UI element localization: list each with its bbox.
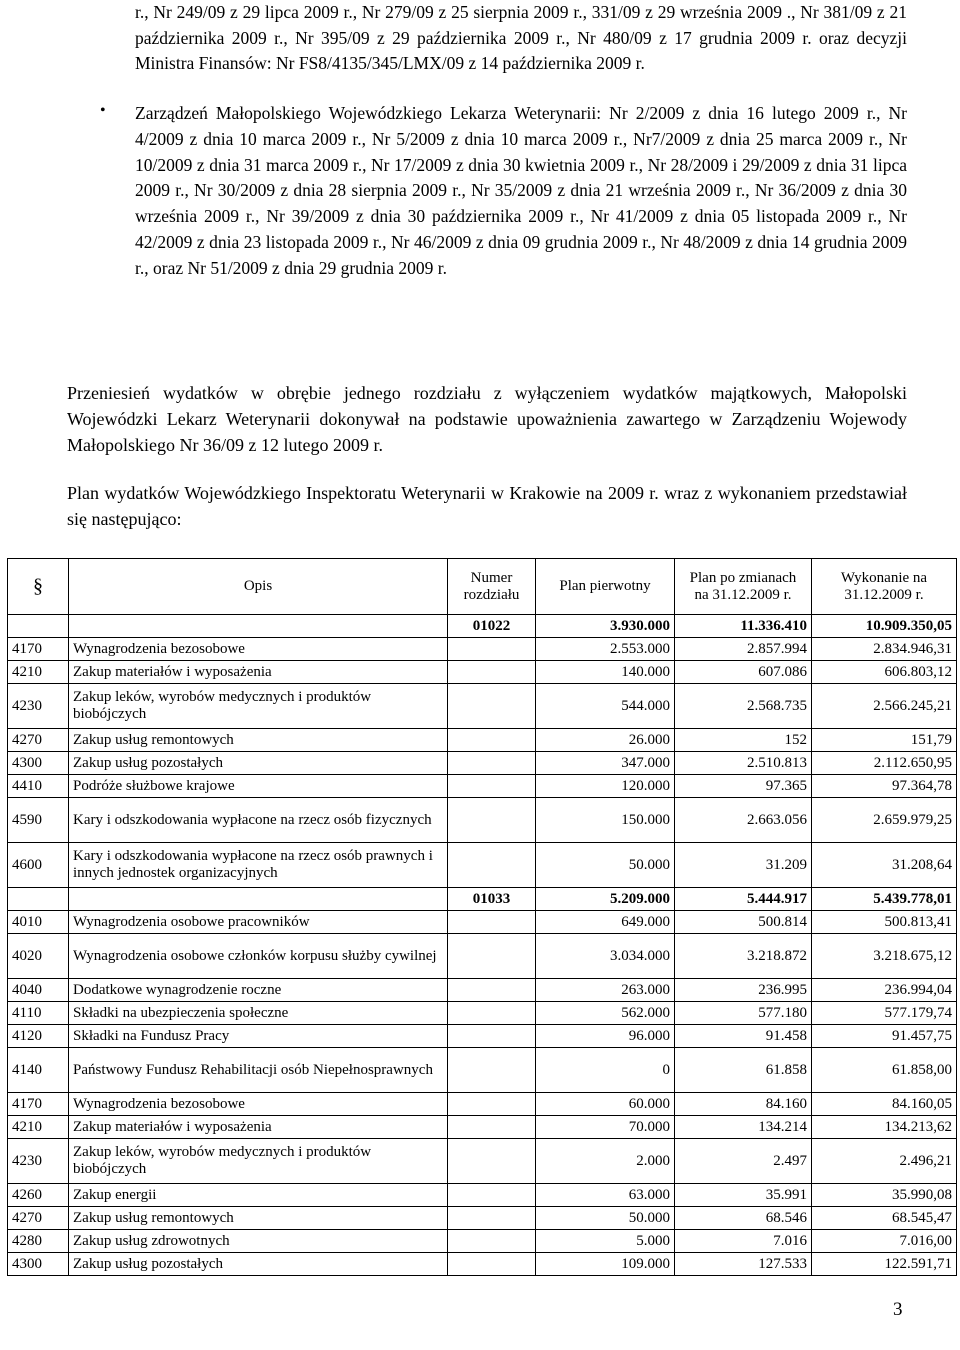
expense-description: Wynagrodzenia bezosobowe: [69, 1093, 448, 1116]
table-row: [8, 1230, 957, 1253]
table-row: [8, 1207, 957, 1230]
empty-cell: [448, 729, 536, 752]
empty-cell: [448, 1139, 536, 1184]
paragraph-code: 4230: [8, 1139, 69, 1184]
table-row: [8, 752, 957, 775]
paragraph-code: 4270: [8, 729, 69, 752]
expense-description: Zakup leków, wyrobów medycznych i produktów biobójczych: [69, 684, 448, 729]
plan-pierwotny-value: 562.000: [536, 1002, 675, 1025]
paragraph-code: 4410: [8, 775, 69, 798]
paragraph-code: 4210: [8, 1116, 69, 1139]
plan-pierwotny-value: 347.000: [536, 752, 675, 775]
chapter-summary-row: [8, 615, 957, 638]
plan-po-zmianach-value: 152: [675, 729, 812, 752]
wykonanie-value: 97.364,78: [812, 775, 957, 798]
empty-cell: [448, 775, 536, 798]
chapter-plan-pierwotny: 3.930.000: [536, 615, 675, 638]
paragraph-code: 4210: [8, 661, 69, 684]
expense-description: Zakup materiałów i wyposażenia: [69, 661, 448, 684]
bullet-icon: •: [100, 102, 106, 119]
wykonanie-value: 236.994,04: [812, 979, 957, 1002]
plan-zm-header-line1: Plan po zmianach: [689, 569, 797, 586]
paragraph-code: 4020: [8, 934, 69, 979]
paragraph-code: 4110: [8, 1002, 69, 1025]
table-row: [8, 775, 957, 798]
table-row: [8, 934, 957, 979]
chapter-wykonanie: 5.439.778,01: [812, 888, 957, 911]
table-row: [8, 1139, 957, 1184]
plan-pierwotny-header: Plan pierwotny: [536, 559, 675, 615]
paragraph-code: 4600: [8, 843, 69, 888]
empty-cell: [448, 911, 536, 934]
wykonanie-value: 122.591,71: [812, 1253, 957, 1276]
plan-pierwotny-value: 263.000: [536, 979, 675, 1002]
plan-pierwotny-value: 109.000: [536, 1253, 675, 1276]
wykonanie-value: 84.160,05: [812, 1093, 957, 1116]
empty-cell: [448, 1048, 536, 1093]
plan-po-zmianach-value: 127.533: [675, 1253, 812, 1276]
expense-description: Zakup materiałów i wyposażenia: [69, 1116, 448, 1139]
plan-po-zmianach-value: 236.995: [675, 979, 812, 1002]
chapter-wykonanie: 10.909.350,05: [812, 615, 957, 638]
expense-description: Wynagrodzenia osobowe pracowników: [69, 911, 448, 934]
plan-po-zmianach-value: 2.568.735: [675, 684, 812, 729]
opis-header: Opis: [69, 559, 448, 615]
table-row: [8, 843, 957, 888]
empty-cell: [448, 1116, 536, 1139]
table-row: [8, 1093, 957, 1116]
plan-po-zmianach-value: 35.991: [675, 1184, 812, 1207]
empty-cell: [448, 684, 536, 729]
paragraph-code: 4270: [8, 1207, 69, 1230]
empty-cell: [448, 1002, 536, 1025]
empty-cell: [448, 843, 536, 888]
plan-po-zmianach-value: 84.160: [675, 1093, 812, 1116]
table-row: [8, 1048, 957, 1093]
empty-cell: [448, 798, 536, 843]
plan-pierwotny-value: 2.553.000: [536, 638, 675, 661]
empty-cell: [448, 752, 536, 775]
plan-pierwotny-value: 63.000: [536, 1184, 675, 1207]
empty-cell: [448, 934, 536, 979]
expense-description: Wynagrodzenia bezosobowe: [69, 638, 448, 661]
paragraph-code: 4300: [8, 752, 69, 775]
plan-po-zmianach-value: 91.458: [675, 1025, 812, 1048]
chapter-plan-pierwotny: 5.209.000: [536, 888, 675, 911]
wykonanie-value: 500.813,41: [812, 911, 957, 934]
expense-description: Państwowy Fundusz Rehabilitacji osób Niepełnosprawnych: [69, 1048, 448, 1093]
paragraph-plan-wydatkow: Plan wydatków Wojewódzkiego Inspektoratu Weterynarii w Krakowie na 2009 r. wraz z wykonaniem przedstawiał się następująco:: [67, 483, 907, 529]
empty-cell: [69, 888, 448, 911]
expenditure-table: [7, 558, 957, 1276]
expense-description: Dodatkowe wynagrodzenie roczne: [69, 979, 448, 1002]
page-number: 3: [893, 1299, 903, 1320]
paragraph-code: 4260: [8, 1184, 69, 1207]
paragraph-code: 4170: [8, 638, 69, 661]
empty-cell: [448, 1207, 536, 1230]
plan-po-zmianach-value: 2.663.056: [675, 798, 812, 843]
table-row: [8, 1025, 957, 1048]
table-row: [8, 911, 957, 934]
plan-pierwotny-value: 70.000: [536, 1116, 675, 1139]
empty-cell: [448, 979, 536, 1002]
table-row: [8, 684, 957, 729]
wykonanie-value: 68.545,47: [812, 1207, 957, 1230]
wykonanie-value: 3.218.675,12: [812, 934, 957, 979]
empty-cell: [448, 1230, 536, 1253]
chapter-number: 01033: [448, 888, 536, 911]
plan-zm-header-line2: na 31.12.2009 r.: [694, 586, 792, 603]
expense-description: Składki na Fundusz Pracy: [69, 1025, 448, 1048]
wykonanie-value: 606.803,12: [812, 661, 957, 684]
plan-pierwotny-value: 50.000: [536, 843, 675, 888]
table-row: [8, 638, 957, 661]
paragraph-code: 4010: [8, 911, 69, 934]
plan-po-zmianach-value: 7.016: [675, 1230, 812, 1253]
plan-po-zmianach-value: 97.365: [675, 775, 812, 798]
table-row: [8, 979, 957, 1002]
wykonanie-value: 91.457,75: [812, 1025, 957, 1048]
intro-text: r., Nr 249/09 z 29 lipca 2009 r., Nr 279/09 z 25 sierpnia 2009 r., 331/09 z 29 września 2009 ., Nr 381/09 z 21 października 2009 r., Nr 395/09 z 29 października 2009 r., Nr 480/09 z 17 grudnia 2009 r. oraz decyzji Ministra Finansów: Nr FS8/4135/345/LMX/09 z 14 października 2009 r.: [135, 2, 907, 73]
plan-po-zmianach-value: 2.497: [675, 1139, 812, 1184]
wykonanie-value: 577.179,74: [812, 1002, 957, 1025]
plan-po-zmianach-value: 577.180: [675, 1002, 812, 1025]
wykonanie-value: 2.659.979,25: [812, 798, 957, 843]
expense-description: Wynagrodzenia osobowe członków korpusu służby cywilnej: [69, 934, 448, 979]
wykonanie-value: 151,79: [812, 729, 957, 752]
expense-description: Zakup usług zdrowotnych: [69, 1230, 448, 1253]
plan-pierwotny-value: 150.000: [536, 798, 675, 843]
chapter-plan-po-zmianach: 5.444.917: [675, 888, 812, 911]
plan-po-zmianach-value: 68.546: [675, 1207, 812, 1230]
zarzadzenia-list: Zarządzeń Małopolskiego Wojewódzkiego Lekarza Weterynarii: Nr 2/2009 z dnia 16 lutego 2009 r., Nr 4/2009 z dnia 10 marca 2009 r., Nr 5/2009 z dnia 10 marca 2009 r., Nr7/2009 z dnia 25 marca 2009 r., Nr 10/2009 z dnia 31 marca 2009 r., Nr 17/2009 z dnia 30 kwietnia 2009 r., Nr 28/2009 i 29/2009 z dnia 31 lipca 2009 r., Nr 30/2009 z dnia 28 sierpnia 2009 r., Nr 35/2009 z dnia 21 września 2009 r., Nr 36/2009 z dnia 30 września 2009 r., Nr 39/2009 z dnia 30 października 2009 r., Nr 41/2009 z dnia 05 listopada 2009 r., Nr 42/2009 z dnia 23 listopada 2009 r., Nr 46/2009 z dnia 09 grudnia 2009 r., Nr 48/2009 z dnia 14 grudnia 2009 r., oraz Nr 51/2009 z dnia 29 grudnia 2009 r.: [135, 103, 907, 278]
plan-pierwotny-value: 96.000: [536, 1025, 675, 1048]
expense-description: Zakup leków, wyrobów medycznych i produktów biobójczych: [69, 1139, 448, 1184]
numer-header-line2: rozdziału: [463, 586, 520, 603]
wykonanie-value: 61.858,00: [812, 1048, 957, 1093]
expense-description: Kary i odszkodowania wypłacone na rzecz osób fizycznych: [69, 798, 448, 843]
plan-po-zmianach-value: 607.086: [675, 661, 812, 684]
empty-cell: [448, 638, 536, 661]
plan-pierwotny-value: 3.034.000: [536, 934, 675, 979]
paragraph-code: 4590: [8, 798, 69, 843]
wykonanie-header-line1: Wykonanie na: [840, 569, 928, 586]
plan-po-zmianach-header: [675, 559, 812, 615]
expense-description: Zakup usług pozostałych: [69, 752, 448, 775]
chapter-plan-po-zmianach: 11.336.410: [675, 615, 812, 638]
table-row: [8, 1002, 957, 1025]
paragraph-code: 4280: [8, 1230, 69, 1253]
table-header-row: [8, 559, 957, 615]
wykonanie-value: 134.213,62: [812, 1116, 957, 1139]
plan-po-zmianach-value: 3.218.872: [675, 934, 812, 979]
plan-pierwotny-value: 544.000: [536, 684, 675, 729]
expense-description: Składki na ubezpieczenia społeczne: [69, 1002, 448, 1025]
empty-cell: [448, 1253, 536, 1276]
table-row: [8, 729, 957, 752]
plan-po-zmianach-value: 134.214: [675, 1116, 812, 1139]
wykonanie-value: 7.016,00: [812, 1230, 957, 1253]
empty-cell: [448, 1025, 536, 1048]
empty-cell: [8, 615, 69, 638]
chapter-number: 01022: [448, 615, 536, 638]
plan-pierwotny-value: 5.000: [536, 1230, 675, 1253]
table-row: [8, 1184, 957, 1207]
expense-description: Zakup usług pozostałych: [69, 1253, 448, 1276]
plan-pierwotny-value: 26.000: [536, 729, 675, 752]
wykonanie-value: 35.990,08: [812, 1184, 957, 1207]
paragraph-code: 4120: [8, 1025, 69, 1048]
plan-po-zmianach-value: 2.510.813: [675, 752, 812, 775]
table-row: [8, 1116, 957, 1139]
empty-cell: [8, 888, 69, 911]
empty-cell: [448, 661, 536, 684]
expense-description: Zakup usług remontowych: [69, 1207, 448, 1230]
section-header: §: [8, 559, 69, 615]
plan-po-zmianach-value: 61.858: [675, 1048, 812, 1093]
table-row: [8, 798, 957, 843]
plan-pierwotny-value: 140.000: [536, 661, 675, 684]
wykonanie-value: 2.496,21: [812, 1139, 957, 1184]
empty-cell: [69, 615, 448, 638]
expense-description: Zakup energii: [69, 1184, 448, 1207]
plan-pierwotny-value: 649.000: [536, 911, 675, 934]
paragraph-code: 4040: [8, 979, 69, 1002]
paragraph-code: 4230: [8, 684, 69, 729]
wykonanie-value: 2.834.946,31: [812, 638, 957, 661]
expense-description: Podróże służbowe krajowe: [69, 775, 448, 798]
numer-header-line1: Numer: [470, 569, 513, 586]
paragraph-code: 4170: [8, 1093, 69, 1116]
plan-pierwotny-value: 60.000: [536, 1093, 675, 1116]
plan-pierwotny-value: 0: [536, 1048, 675, 1093]
plan-po-zmianach-value: 31.209: [675, 843, 812, 888]
empty-cell: [448, 1184, 536, 1207]
plan-pierwotny-value: 2.000: [536, 1139, 675, 1184]
paragraph-code: 4300: [8, 1253, 69, 1276]
wykonanie-value: 2.112.650,95: [812, 752, 957, 775]
plan-po-zmianach-value: 2.857.994: [675, 638, 812, 661]
plan-pierwotny-value: 50.000: [536, 1207, 675, 1230]
expense-description: Kary i odszkodowania wypłacone na rzecz osób prawnych i innych jednostek organizacyjnych: [69, 843, 448, 888]
wykonanie-value: 31.208,64: [812, 843, 957, 888]
chapter-summary-row: [8, 888, 957, 911]
plan-po-zmianach-value: 500.814: [675, 911, 812, 934]
paragraph-przeniesienia: Przeniesień wydatków w obrębie jednego rozdziału z wyłączeniem wydatków majątkowych, Małopolski Wojewódzki Lekarz Weterynarii dokonywał na podstawie upoważnienia zawartego w Zarządzeniu Wojewody Małopolskiego Nr 36/09 z 12 lutego 2009 r.: [67, 383, 907, 455]
empty-cell: [448, 1093, 536, 1116]
plan-pierwotny-value: 120.000: [536, 775, 675, 798]
expense-description: Zakup usług remontowych: [69, 729, 448, 752]
wykonanie-header-line2: 31.12.2009 r.: [844, 586, 924, 603]
wykonanie-value: 2.566.245,21: [812, 684, 957, 729]
wykonanie-header: [812, 559, 957, 615]
table-row: [8, 1253, 957, 1276]
numer-rozdzialu-header: [448, 559, 536, 615]
paragraph-code: 4140: [8, 1048, 69, 1093]
table-row: [8, 661, 957, 684]
